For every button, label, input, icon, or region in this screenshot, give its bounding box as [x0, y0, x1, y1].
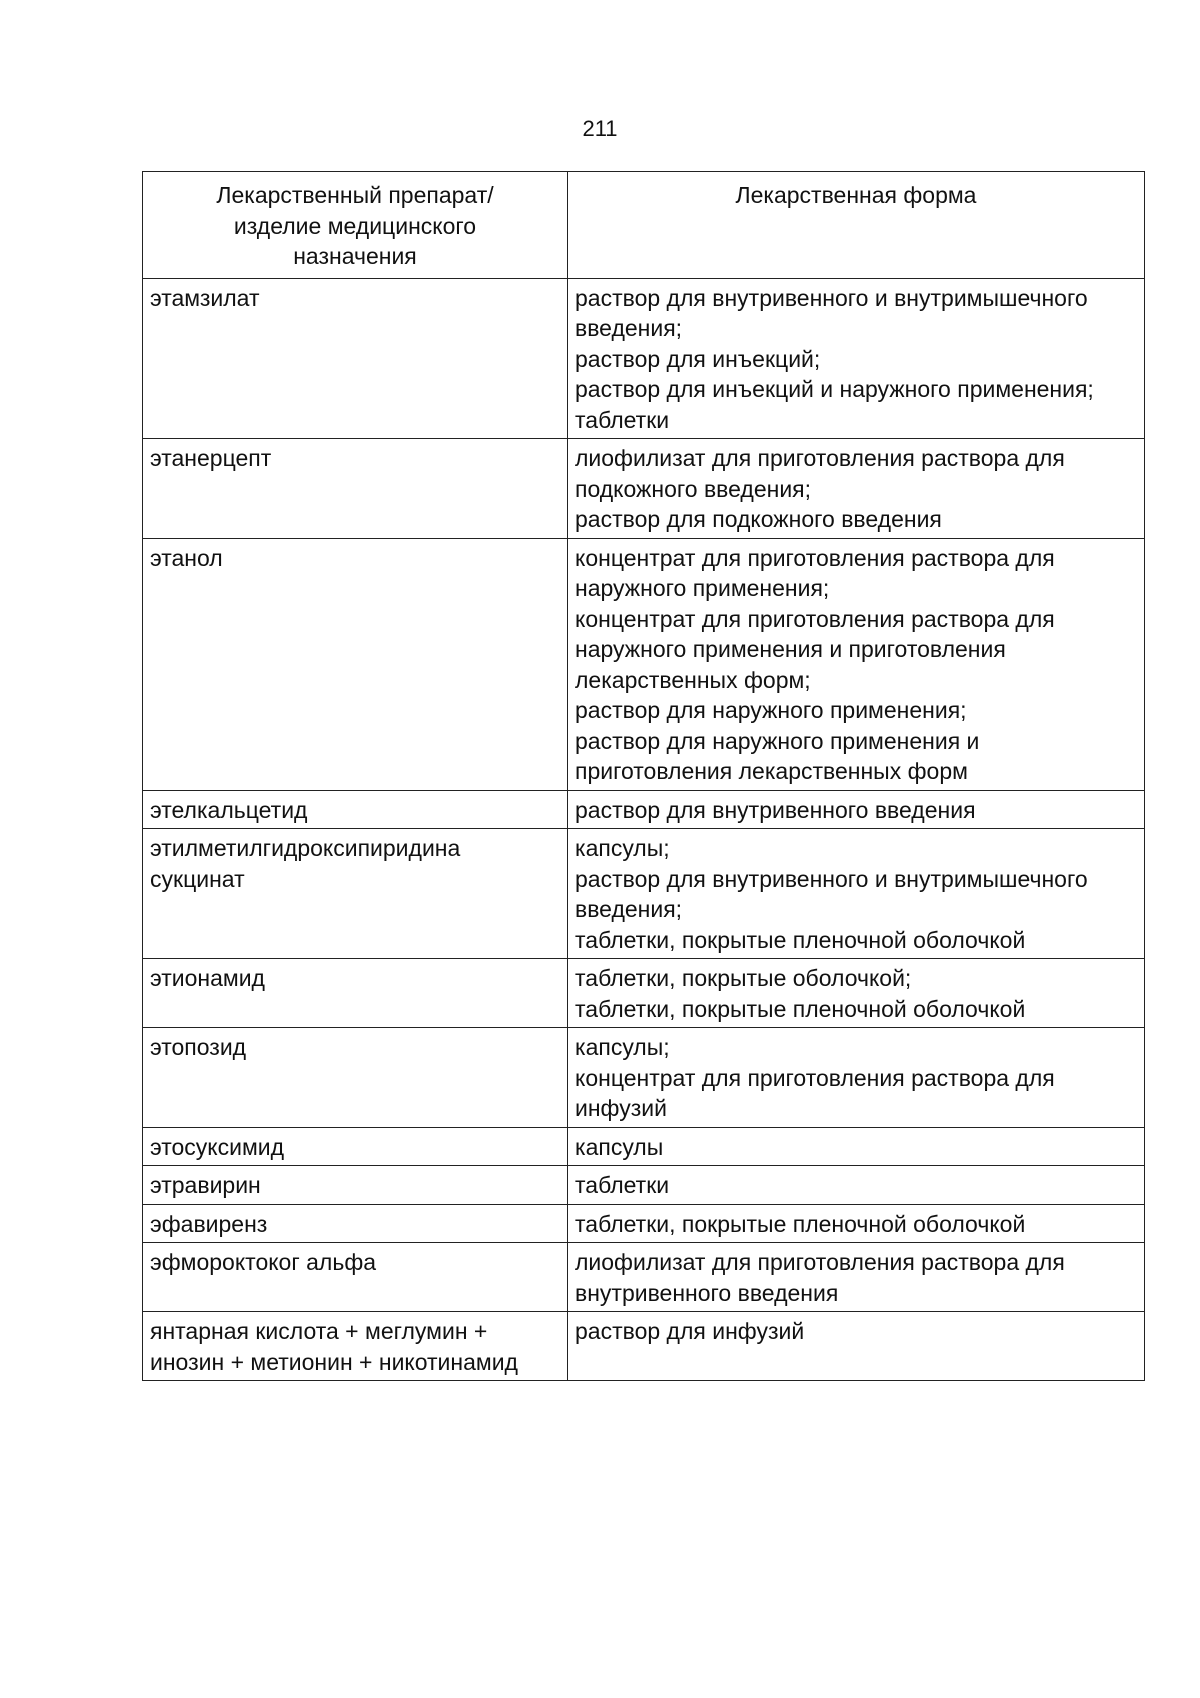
- form-item: концентрат для приготовления раствора для наружного применения и приготовления лекарственных форм;: [575, 605, 1055, 693]
- table-row: [143, 1204, 1145, 1243]
- table-row: [143, 790, 1145, 829]
- drug-table: [142, 171, 1145, 1381]
- drug-forms: [568, 1204, 1145, 1243]
- drug-name: эфавиренз: [143, 1204, 568, 1243]
- form-item: раствор для наружного применения и приготовления лекарственных форм: [575, 727, 980, 784]
- form-item: раствор для инъекций и наружного применения;: [575, 376, 1094, 402]
- drug-name: этамзилат: [143, 278, 568, 439]
- drug-forms: [568, 1166, 1145, 1205]
- table-header-row: [143, 172, 1145, 279]
- drug-name: этосуксимид: [143, 1127, 568, 1166]
- form-item: раствор для подкожного введения: [575, 506, 942, 532]
- form-item: лиофилизат для приготовления раствора для подкожного введения;: [575, 445, 1065, 502]
- table-row: [143, 439, 1145, 539]
- form-item: раствор для наружного применения;: [575, 697, 967, 723]
- table-row: [143, 1028, 1145, 1128]
- drug-forms: [568, 278, 1145, 439]
- table-row: [143, 538, 1145, 790]
- form-item: таблетки: [575, 406, 670, 433]
- table-row: [143, 1127, 1145, 1166]
- table-row: [143, 1312, 1145, 1381]
- drug-name: этопозид: [143, 1028, 568, 1128]
- form-item: таблетки, покрытые пленочной оболочкой: [575, 1210, 1026, 1237]
- drug-forms: [568, 790, 1145, 829]
- drug-name: этионамид: [143, 959, 568, 1028]
- form-item: капсулы;: [575, 835, 670, 861]
- table-row: [143, 278, 1145, 439]
- drug-name: этелкальцетид: [143, 790, 568, 829]
- drug-forms: [568, 1127, 1145, 1166]
- form-item: раствор для инфузий: [575, 1318, 805, 1344]
- drug-forms: [568, 439, 1145, 539]
- form-item: капсулы;: [575, 1034, 670, 1060]
- form-item: капсулы: [575, 1133, 664, 1160]
- drug-name: эфмороктоког альфа: [143, 1243, 568, 1312]
- form-item: таблетки, покрытые пленочной оболочкой: [575, 995, 1026, 1022]
- table-row: [143, 959, 1145, 1028]
- drug-name: этанерцепт: [143, 439, 568, 539]
- drug-name: этилметилгидроксипиридина сукцинат: [143, 829, 568, 959]
- header-drug: Лекарственный препарат/ изделие медицинского назначения: [143, 172, 568, 279]
- header-form: Лекарственная форма: [568, 172, 1145, 279]
- form-item: раствор для внутривенного и внутримышечного введения;: [575, 865, 1088, 922]
- drug-forms: [568, 1028, 1145, 1128]
- drug-name: этравирин: [143, 1166, 568, 1205]
- drug-forms: [568, 1312, 1145, 1381]
- form-item: таблетки, покрытые оболочкой;: [575, 965, 912, 991]
- form-item: лиофилизат для приготовления раствора для внутривенного введения: [575, 1249, 1065, 1306]
- drug-name: этанол: [143, 538, 568, 790]
- form-item: раствор для инъекций;: [575, 345, 821, 372]
- form-item: концентрат для приготовления раствора для наружного применения;: [575, 544, 1055, 601]
- page-number: 211: [582, 116, 618, 141]
- drug-name: янтарная кислота + меглумин + инозин + метионин + никотинамид: [143, 1312, 568, 1381]
- drug-forms: [568, 538, 1145, 790]
- drug-forms: [568, 1243, 1145, 1312]
- form-item: раствор для внутривенного и внутримышечного введения;: [575, 284, 1088, 341]
- form-item: раствор для внутривенного введения: [575, 796, 976, 823]
- table-row: [143, 1166, 1145, 1205]
- drug-forms: [568, 959, 1145, 1028]
- table-row: [143, 829, 1145, 959]
- form-item: концентрат для приготовления раствора для инфузий: [575, 1064, 1055, 1121]
- drug-forms: [568, 829, 1145, 959]
- table-row: [143, 1243, 1145, 1312]
- form-item: таблетки: [575, 1172, 670, 1198]
- form-item: таблетки, покрытые пленочной оболочкой: [575, 926, 1026, 953]
